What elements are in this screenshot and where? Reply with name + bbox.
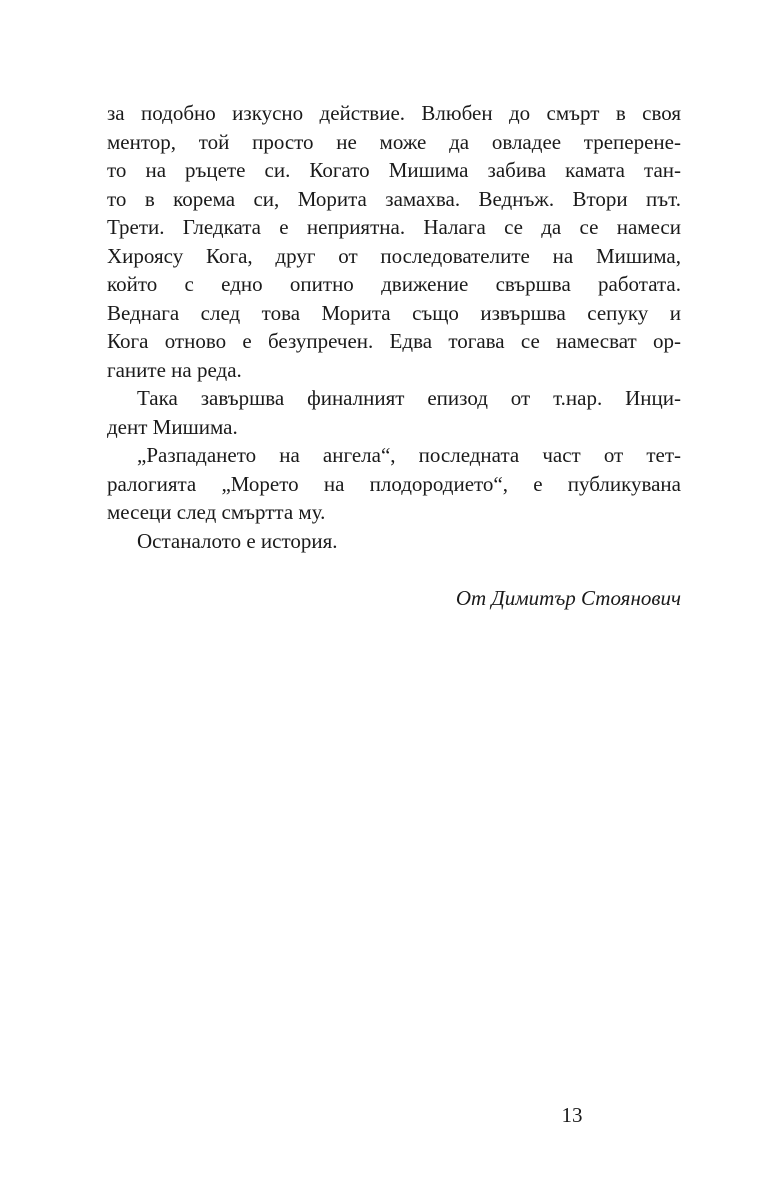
text-line: ментор, той просто не може да овладее треперене- [107,129,681,154]
text-line: който с едно опитно движение свършва работата. [107,272,681,296]
paragraph [107,527,681,556]
paragraph [107,99,681,384]
text-line: то на ръцете си. Когато Мишима забива камата тан- [107,158,681,182]
text-line: дент Мишима. [107,414,238,439]
text-line: „Разпадането на ангела“, последната част от тет- [137,443,681,467]
author-byline: От Димитър Стоянович [455,585,681,610]
text-line: Останалото е история. [137,528,338,553]
text-line: Трети. Гледката е неприятна. Налага се да се намеси [107,215,681,239]
text-line: Кога отново е безупречен. Едва тогава се намесват ор- [107,329,681,353]
text-line: то в корема си, Морита замахва. Веднъж. Втори път. [107,186,681,211]
body-text [107,99,681,612]
text-line: Веднага след това Морита също извършва сепуку и [107,300,681,325]
page-number: 13 [561,1103,583,1127]
text-line: за подобно изкусно действие. Влюбен до смърт в своя [107,101,681,125]
text-line: ралогията „Морето на плодородието“, е публикувана [107,471,681,496]
paragraphs-container [107,99,681,555]
text-line: Така завършва финалният епизод от т.нар. Инци- [137,386,681,410]
paragraph [107,441,681,527]
paragraph [107,384,681,441]
text-line: месеци след смъртта му. [107,500,326,524]
text-line: Хироясу Кога, друг от последователите на Мишима, [107,243,681,268]
text-line: ганите на реда. [107,357,242,382]
